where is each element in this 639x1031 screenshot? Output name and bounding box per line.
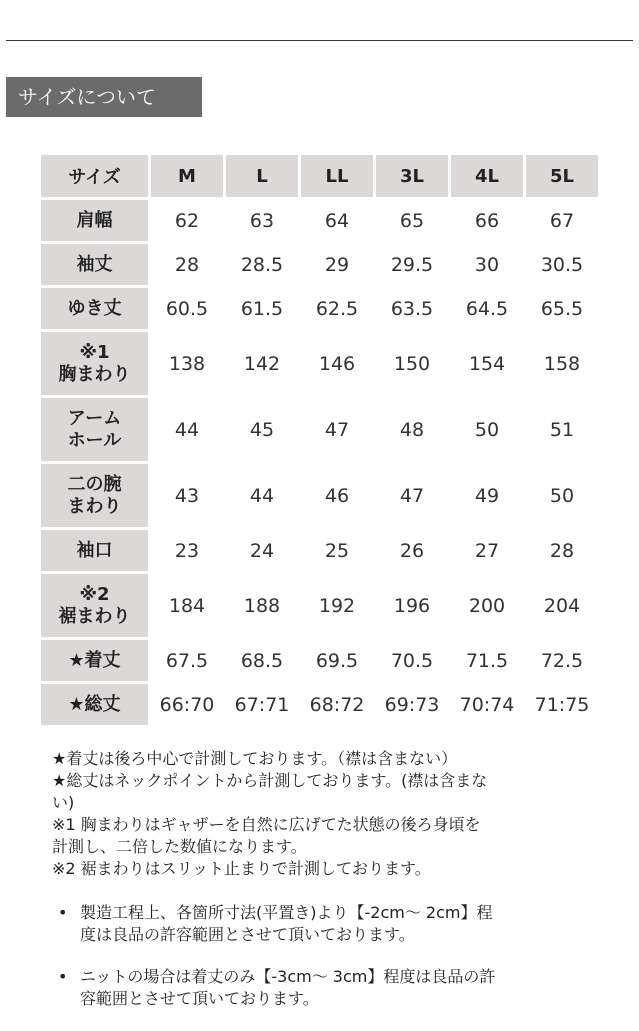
note-line: ※1 胸まわりはギャザーを自然に広げてた状態の後ろ身頃を [52,815,481,834]
row-label-line: 裾まわり [58,605,131,627]
table-cell: 69:73 [376,684,448,725]
row-label-hem [41,574,148,637]
table-row [41,200,598,241]
note-line: い) [52,793,75,812]
bullet-dot-icon: • [58,967,68,986]
row-label-line: まわり [67,495,122,517]
size-table [38,152,601,728]
row-label-line: ★着丈 [68,649,121,671]
top-divider [6,40,633,41]
row-label-shoulder-width [41,200,148,241]
row-label-upper-arm [41,464,148,527]
table-row [41,332,598,395]
row-label-total-length [41,684,148,725]
table-cell: 150 [376,332,448,395]
table-cell: 138 [151,332,223,395]
table-cell: 50 [451,398,523,461]
table-cell: 154 [451,332,523,395]
row-label-sleeve-length [41,244,148,285]
row-label-chest [41,332,148,395]
row-label-line: アーム [67,407,122,429]
table-cell: 68:72 [301,684,373,725]
table-cell: 29 [301,244,373,285]
table-cell: 67 [526,200,598,241]
table-cell: 200 [451,574,523,637]
table-cell: 70.5 [376,640,448,681]
table-cell: 49 [451,464,523,527]
table-cell: 204 [526,574,598,637]
row-label-line: ゆき丈 [67,297,122,319]
table-cell: 61.5 [226,288,298,329]
table-cell: 184 [151,574,223,637]
row-label-yuki-length [41,288,148,329]
table-cell: 28 [151,244,223,285]
table-cell: 62.5 [301,288,373,329]
table-cell: 158 [526,332,598,395]
table-row [41,530,598,571]
row-label-line: 二の腕 [67,473,122,495]
size-header-4l: 4L [451,155,523,197]
table-row [41,684,598,725]
table-cell: 71.5 [451,640,523,681]
table-cell: 192 [301,574,373,637]
table-cell: 47 [301,398,373,461]
list-item [58,902,598,946]
row-label-line: 胸まわり [58,363,131,385]
size-header-3l: 3L [376,155,448,197]
table-cell: 28 [526,530,598,571]
measurement-notes [52,748,612,880]
table-cell: 48 [376,398,448,461]
section-title: サイズについて [6,77,202,117]
table-cell: 25 [301,530,373,571]
table-cell: 50 [526,464,598,527]
table-cell: 68.5 [226,640,298,681]
table-cell: 142 [226,332,298,395]
table-cell: 67:71 [226,684,298,725]
size-header-l: L [226,155,298,197]
table-cell: 28.5 [226,244,298,285]
row-label-armhole [41,398,148,461]
table-cell: 70:74 [451,684,523,725]
table-cell: 51 [526,398,598,461]
row-label-line: ※2 [79,583,110,605]
row-label-cuff [41,530,148,571]
table-cell: 26 [376,530,448,571]
row-label-line: 肩幅 [76,209,113,231]
table-cell: 63.5 [376,288,448,329]
bullet-dot-icon: • [58,903,68,922]
table-cell: 72.5 [526,640,598,681]
table-cell: 196 [376,574,448,637]
table-row [41,464,598,527]
table-cell: 66:70 [151,684,223,725]
size-header-5l: 5L [526,155,598,197]
table-row [41,640,598,681]
table-row [41,398,598,461]
table-cell: 64 [301,200,373,241]
table-cell: 146 [301,332,373,395]
bullet-line: 度は良品の許容範囲とさせて頂いております。 [80,925,415,944]
table-cell: 188 [226,574,298,637]
size-header-row [41,155,598,197]
table-row [41,244,598,285]
table-cell: 30 [451,244,523,285]
row-label-line: ★総丈 [68,693,121,715]
table-cell: 46 [301,464,373,527]
note-line: ※2 裾まわりはスリット止まりで計測しております。 [52,859,431,878]
table-cell: 44 [151,398,223,461]
row-label-line: 袖口 [76,539,113,561]
table-row [41,288,598,329]
table-cell: 45 [226,398,298,461]
size-header-ll: LL [301,155,373,197]
bullet-line: 製造工程上、各箇所寸法(平置き)より【-2cm～ 2cm】程 [80,903,493,922]
note-line: ★着丈は後ろ中心で計測しております。（襟は含まない） [52,749,458,768]
table-cell: 23 [151,530,223,571]
table-cell: 30.5 [526,244,598,285]
tolerance-notes [58,902,598,1030]
table-cell: 44 [226,464,298,527]
table-row [41,574,598,637]
note-line: 計測し、二倍した数値になります。 [52,837,307,856]
table-cell: 47 [376,464,448,527]
table-cell: 71:75 [526,684,598,725]
table-cell: 63 [226,200,298,241]
size-corner-header: サイズ [41,155,148,197]
table-cell: 60.5 [151,288,223,329]
table-cell: 64.5 [451,288,523,329]
table-cell: 24 [226,530,298,571]
table-cell: 65 [376,200,448,241]
bullet-line: ニットの場合は着丈のみ【-3cm～ 3cm】程度は良品の許 [80,967,496,986]
table-cell: 43 [151,464,223,527]
row-label-line: 袖丈 [76,253,113,275]
bullet-line: 容範囲とさせて頂いております。 [80,989,319,1008]
list-item [58,966,598,1010]
table-cell: 29.5 [376,244,448,285]
table-cell: 62 [151,200,223,241]
note-line: ★総丈はネックポイントから計測しております。(襟は含まな [52,771,488,790]
table-cell: 67.5 [151,640,223,681]
table-cell: 66 [451,200,523,241]
size-header-m: M [151,155,223,197]
table-cell: 27 [451,530,523,571]
row-label-line: ※1 [79,341,110,363]
table-cell: 69.5 [301,640,373,681]
row-label-body-length [41,640,148,681]
table-cell: 65.5 [526,288,598,329]
row-label-line: ホール [67,429,122,451]
